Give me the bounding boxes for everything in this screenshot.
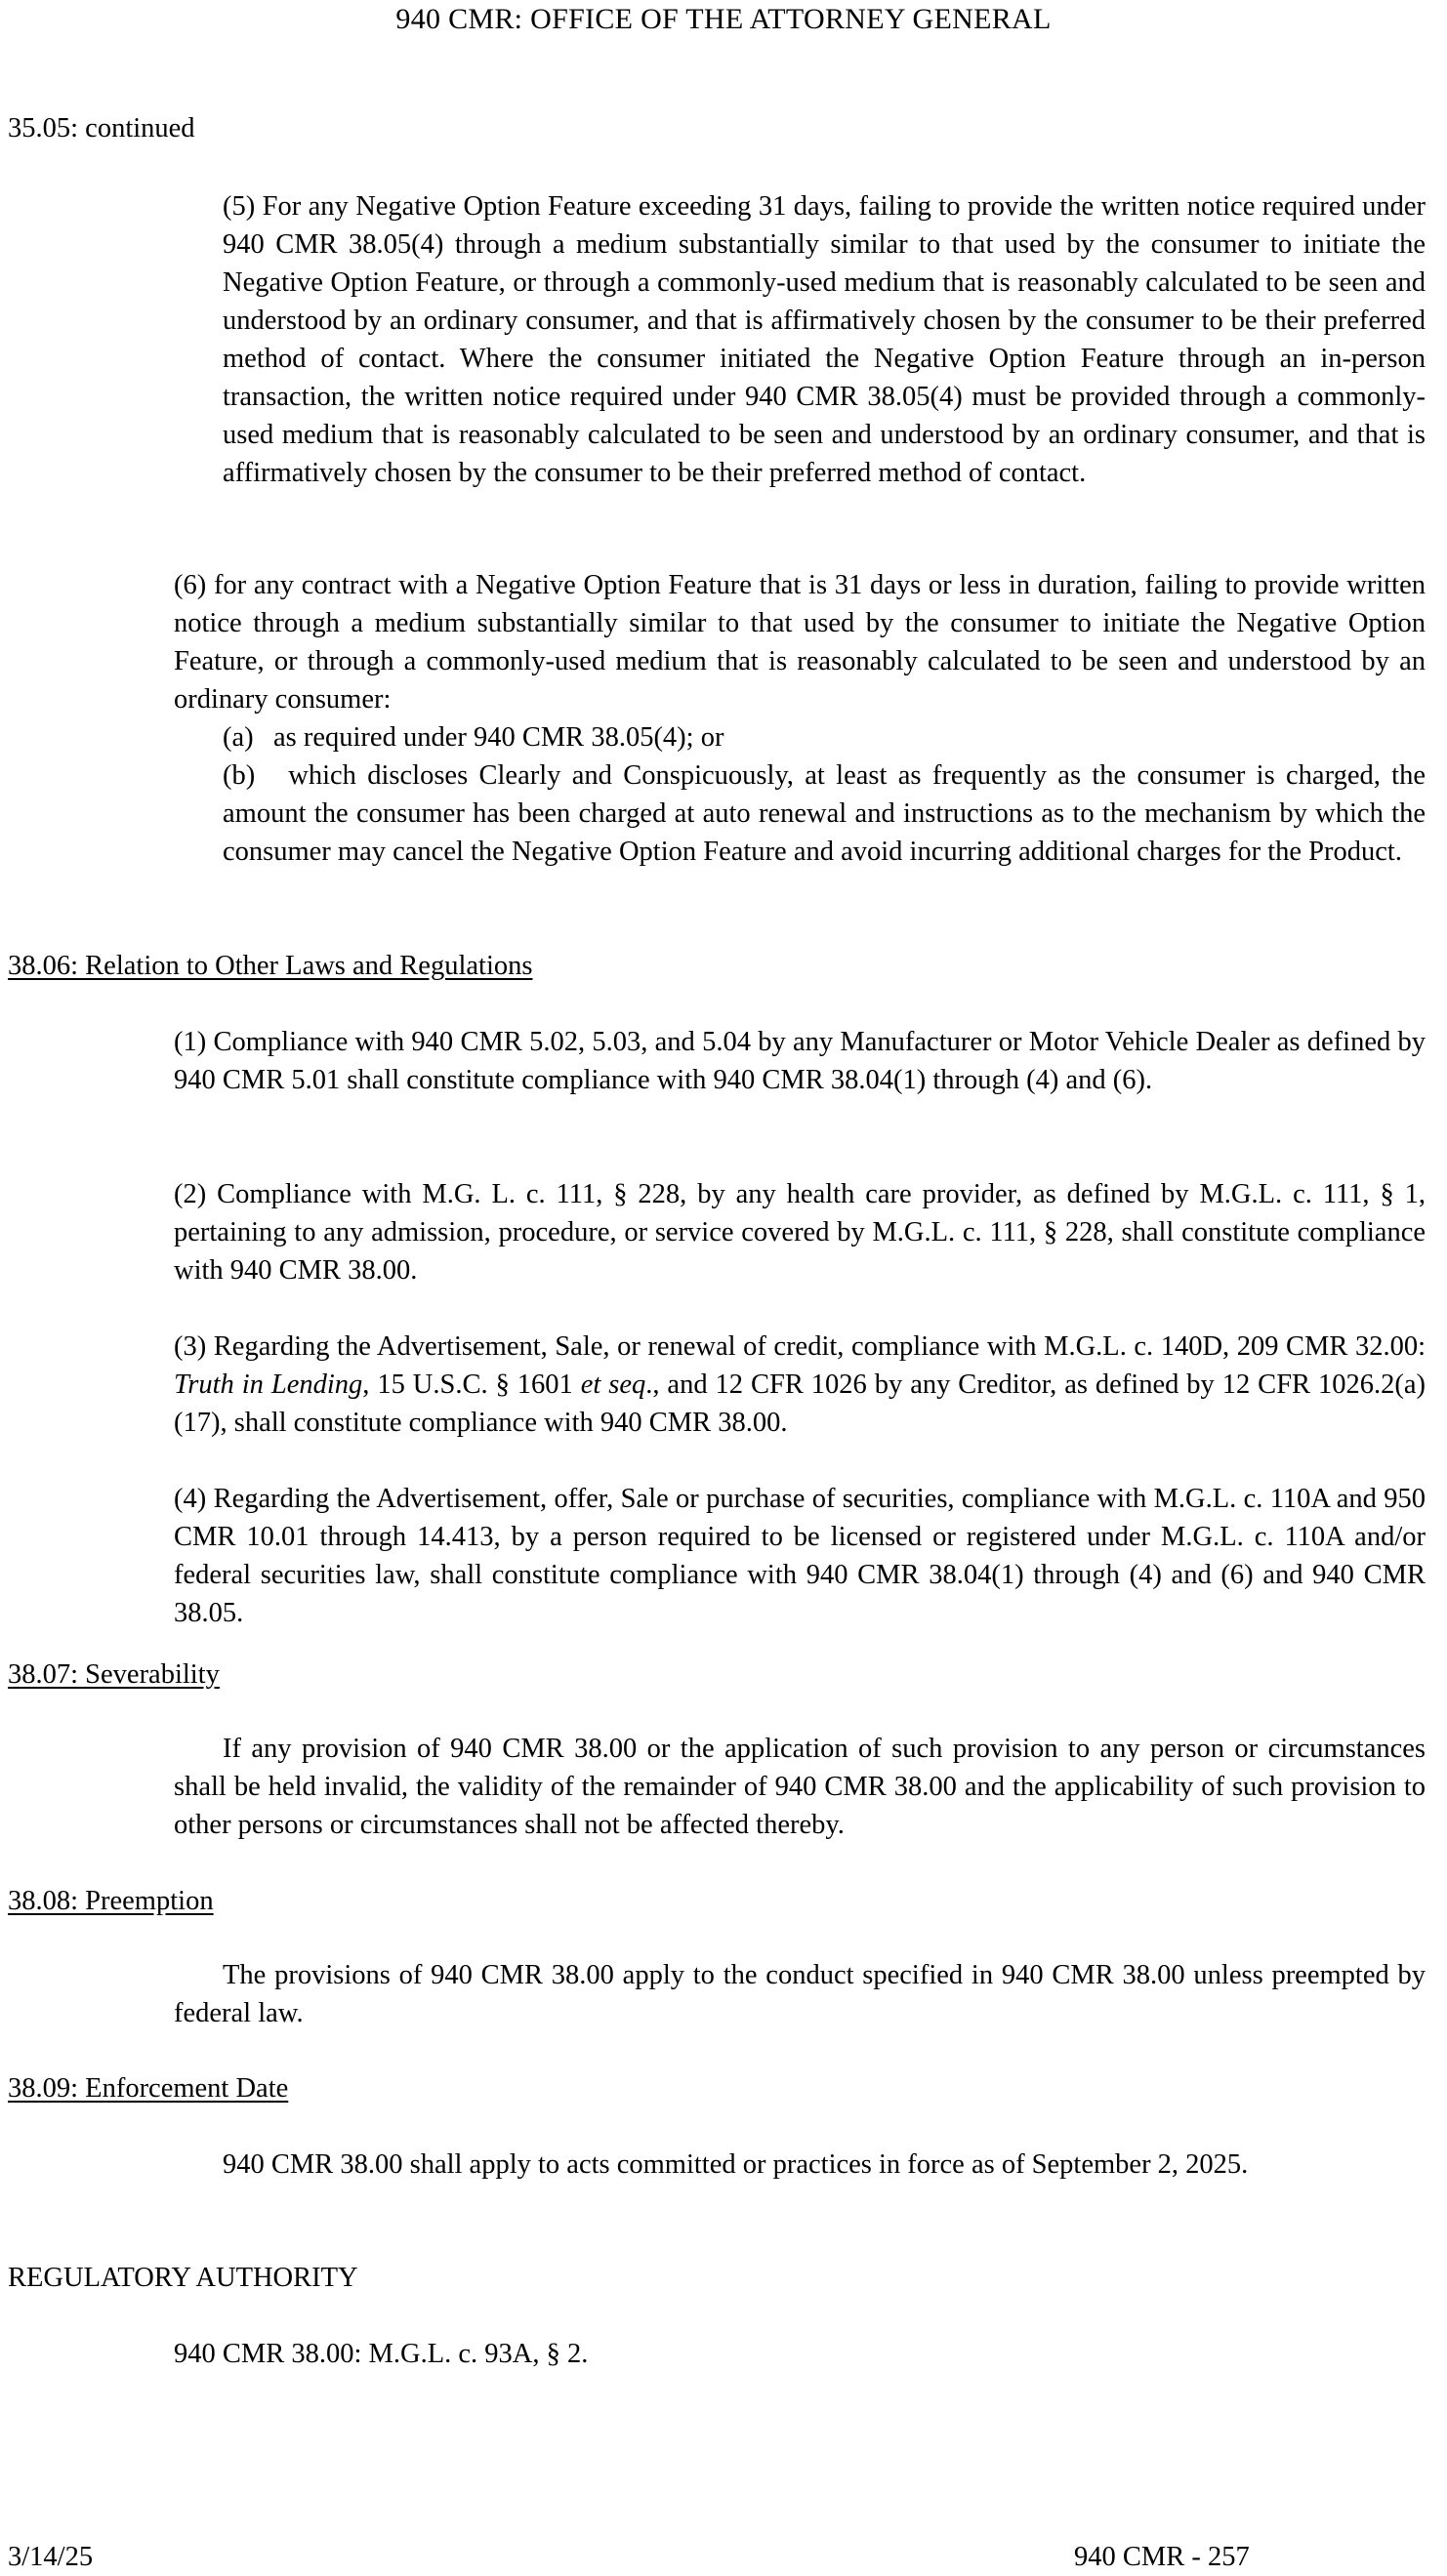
footer-page-number: 940 CMR - 257 <box>1074 2542 1250 2572</box>
paragraph-5: (5) For any Negative Option Feature exceeding 31 days, failing to provide the written notice required under 940 CMR 38.05(4) through a medium substantially similar to that used by the consumer to initiate the Negative Option Feature, or through a commonly-used medium that is reasonably calculated to be seen and understood by an ordinary consumer, and that is affirmatively chosen by the consumer to be their preferred method of contact. Where the consumer initiated the Negative Option Feature through an in-person transaction, the written notice required under 940 CMR 38.05(4) must be provided through a commonly-used medium that is reasonably calculated to be seen and understood by an ordinary consumer, and that is affirmatively chosen by the consumer to be their preferred method of contact. <box>223 191 1426 488</box>
continued-label: 35.05: continued <box>8 113 195 143</box>
section-38-06-paragraph-4: (4) Regarding the Advertisement, offer, Sale or purchase of securities, compliance with M.G.L. c. 110A and 950 CMR 10.01 through 14.413, by a person required to be licensed or registered under M.G.L. c. 110A and/or federal securities law, shall constitute compliance with 940 CMR 38.04(1) through (4) and (6) and 940 CMR 38.05. <box>174 1484 1426 1628</box>
subparagraph-a <box>223 718 1426 756</box>
paragraph-3-part-3: ., and 12 CFR 1026 by any Creditor, as defined by 12 CFR 1026.2(a)(17), shall constitute compliance with 940 CMR 38.00. <box>174 1370 1426 1438</box>
footer-date: 3/14/25 <box>8 2542 94 2572</box>
section-38-07-heading: 38.07: Severability <box>8 1659 220 1690</box>
subparagraph-b-text: which discloses Clearly and Conspicuously, at least as frequently as the consumer is charged, the amount the consumer has been charged at auto renewal and instructions as to the mechanism by which the consumer may cancel the Negative Option Feature and avoid incurring additional charges for the Product. <box>223 760 1426 867</box>
section-38-06-paragraph-1: (1) Compliance with 940 CMR 5.02, 5.03, and 5.04 by any Manufacturer or Motor Vehicle Dealer as defined by 940 CMR 5.01 shall constitute compliance with 940 CMR 38.04(1) through (4) and (6). <box>174 1027 1426 1095</box>
section-38-08-heading: 38.08: Preemption <box>8 1886 214 1916</box>
subparagraph-b <box>223 756 1426 871</box>
page-header: 940 CMR: OFFICE OF THE ATTORNEY GENERAL <box>395 3 1052 35</box>
regulatory-authority-heading: REGULATORY AUTHORITY <box>8 2263 358 2293</box>
paragraph-3-part-1: (3) Regarding the Advertisement, Sale, or renewal of credit, compliance with M.G.L. c. 140D, 209 CMR 32.00: <box>174 1331 1426 1362</box>
section-38-06-paragraph-3 <box>174 1328 1426 1442</box>
section-38-09-heading: 38.09: Enforcement Date <box>8 2073 289 2104</box>
subparagraph-a-text: as required under 940 CMR 38.05(4); or <box>273 722 724 753</box>
section-38-06-heading: 38.06: Relation to Other Laws and Regulations <box>8 951 533 981</box>
regulatory-authority-text: 940 CMR 38.00: M.G.L. c. 93A, § 2. <box>174 2339 589 2369</box>
paragraph-3-act-title: Truth in Lending <box>174 1370 363 1400</box>
section-38-06-paragraph-2: (2) Compliance with M.G. L. c. 111, § 228, by any health care provider, as defined by M.G.L. c. 111, § 1, pertaining to any admission, procedure, or service covered by M.G.L. c. 111, § 228, shall constitute compliance with 940 CMR 38.00. <box>174 1179 1426 1286</box>
subparagraph-b-label: (b) <box>223 760 256 791</box>
section-38-09-text: 940 CMR 38.00 shall apply to acts committed or practices in force as of September 2, 2025. <box>223 2149 1249 2180</box>
section-38-07-text: If any provision of 940 CMR 38.00 or the application of such provision to any person or circumstances shall be held invalid, the validity of the remainder of 940 CMR 38.00 and the applicability of such provision to other persons or circumstances shall not be affected thereby. <box>174 1734 1426 1840</box>
paragraph-6: (6) for any contract with a Negative Option Feature that is 31 days or less in duration, failing to provide written notice through a medium substantially similar to that used by the consumer to initiate the Negative Option Feature, or through a commonly-used medium that is reasonably calculated to be seen and understood by an ordinary consumer: <box>174 570 1426 715</box>
paragraph-3-part-2: , 15 U.S.C. § 1601 <box>362 1370 581 1400</box>
subparagraph-a-label: (a) <box>223 722 254 753</box>
paragraph-3-et-seq: et seq <box>580 1370 646 1400</box>
section-38-08-text: The provisions of 940 CMR 38.00 apply to the conduct specified in 940 CMR 38.00 unless preempted by federal law. <box>174 1960 1426 2028</box>
